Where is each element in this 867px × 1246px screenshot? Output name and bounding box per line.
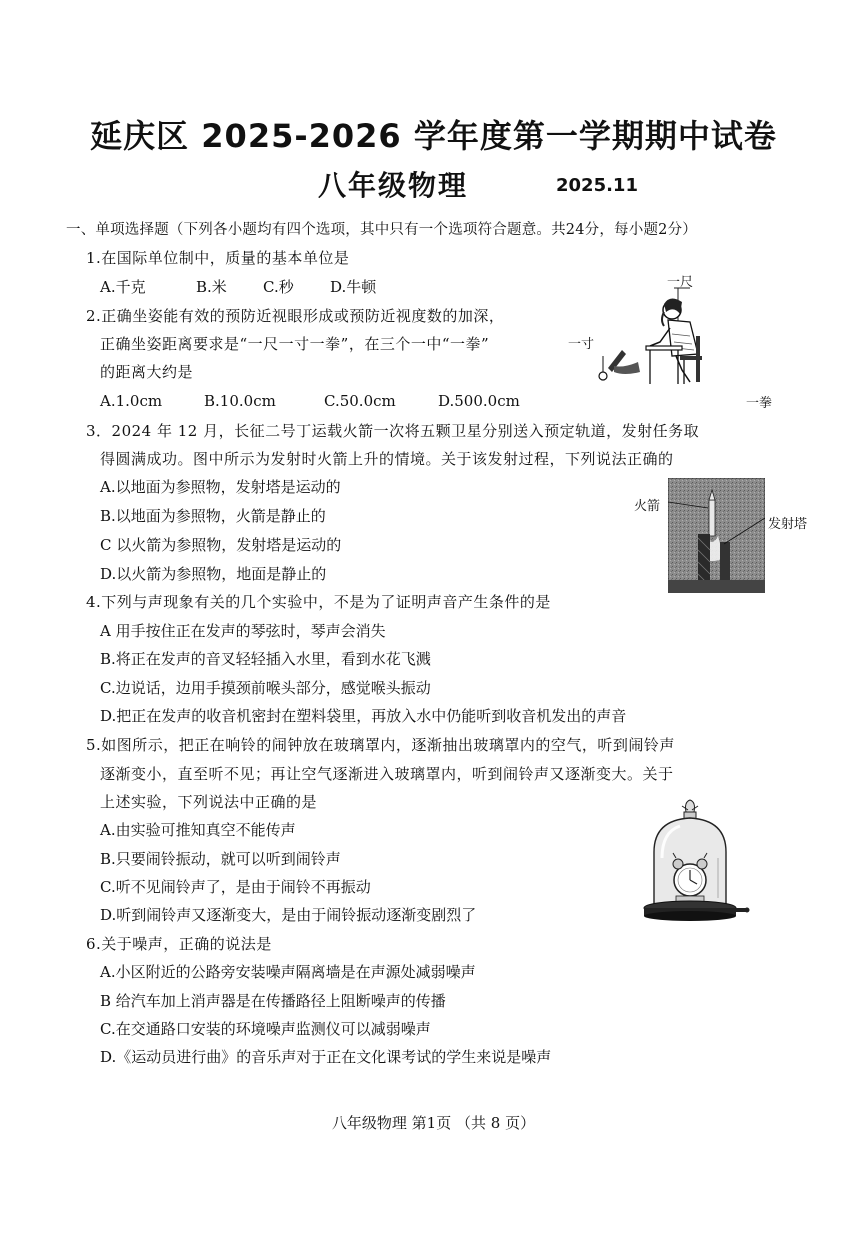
question-3-stem-line-1: 3．2024 年 12 月，长征二号丁运载火箭一次将五颗卫星分别送入预定轨道，发射任务取 xyxy=(86,422,700,440)
question-1-option-b: B.米 xyxy=(196,278,227,296)
posture-figure xyxy=(594,284,744,390)
question-2-stem-line-3: 的距离大约是 xyxy=(100,363,194,381)
question-5-stem-line-1: 5.如图所示，把正在响铃的闹钟放在玻璃罩内，逐渐抽出玻璃罩内的空气，听到闹铃声 xyxy=(86,736,675,754)
section-heading: 一、单项选择题（下列各小题均有四个选项，其中只有一个选项符合题意。共24分，每小题2分） xyxy=(66,222,697,238)
question-4-option-d: D.把正在发声的收音机密封在塑料袋里，再放入水中仍能听到收音机发出的声音 xyxy=(100,707,627,725)
question-3-stem-line-2: 得圆满成功。图中所示为发射时火箭上升的情境。关于该发射过程，下列说法正确的 xyxy=(100,450,674,468)
question-2-option-d: D.500.0cm xyxy=(438,392,520,410)
question-2-option-b: B.10.0cm xyxy=(204,392,276,410)
question-6-option-c: C.在交通路口安装的环境噪声监测仪可以减弱噪声 xyxy=(100,1020,431,1038)
question-5-option-c: C.听不见闹铃声了，是由于闹铃不再振动 xyxy=(100,878,371,896)
question-1-option-d: D.牛顿 xyxy=(330,278,377,296)
question-5-option-b: B.只要闹铃振动，就可以听到闹铃声 xyxy=(100,850,341,868)
question-5-option-d: D.听到闹铃声又逐渐变大，是由于闹铃振动逐渐变剧烈了 xyxy=(100,906,477,924)
question-5-stem-line-3: 上述实验，下列说法中正确的是 xyxy=(100,793,318,811)
label-rocket: 火箭 xyxy=(634,499,661,514)
question-1-stem: 1.在国际单位制中，质量的基本单位是 xyxy=(86,249,350,267)
question-4-option-a: A 用手按住正在发声的琴弦时，琴声会消失 xyxy=(100,622,386,640)
question-3-option-d: D.以火箭为参照物，地面是静止的 xyxy=(100,565,327,583)
label-one-cun: 一寸 xyxy=(568,337,595,352)
question-6-option-d: D.《运动员进行曲》的音乐声对于正在文化课考试的学生来说是噪声 xyxy=(100,1048,552,1066)
question-4-stem: 4.下列与声现象有关的几个实验中，不是为了证明声音产生条件的是 xyxy=(86,593,551,611)
page-footer: 八年级物理 第1页 （共 8 页） xyxy=(331,1114,536,1132)
exam-date: 2025.11 xyxy=(556,175,638,196)
question-6-stem: 6.关于噪声，正确的说法是 xyxy=(86,935,272,953)
question-1-option-a: A.千克 xyxy=(100,278,146,296)
exam-subtitle: 八年级物理 xyxy=(318,169,469,202)
bell-jar-figure xyxy=(640,798,750,926)
question-5-option-a: A.由实验可推知真空不能传声 xyxy=(100,821,296,839)
question-3-option-b: B.以地面为参照物，火箭是静止的 xyxy=(100,507,326,525)
question-6-option-a: A.小区附近的公路旁安装噪声隔离墙是在声源处减弱噪声 xyxy=(100,963,476,981)
question-1-option-c: C.秒 xyxy=(263,278,294,296)
question-4-option-b: B.将正在发声的音叉轻轻插入水里，看到水花飞溅 xyxy=(100,650,431,668)
question-3-option-c: C 以火箭为参照物，发射塔是运动的 xyxy=(100,536,342,554)
question-6-option-b: B 给汽车加上消声器是在传播路径上阻断噪声的传播 xyxy=(100,992,446,1010)
question-2-option-a: A.1.0cm xyxy=(100,392,163,410)
label-launch-tower: 发射塔 xyxy=(768,517,808,532)
question-2-stem-line-1: 2.正确坐姿能有效的预防近视眼形成或预防近视度数的加深， xyxy=(86,307,505,325)
question-4-option-c: C.边说话，边用手摸颈前喉头部分，感觉喉头振动 xyxy=(100,679,431,697)
question-2-option-c: C.50.0cm xyxy=(324,392,396,410)
exam-title: 延庆区 2025-2026 学年度第一学期期中试卷 xyxy=(90,117,777,155)
question-5-stem-line-2: 逐渐变小，直至听不见；再让空气逐渐进入玻璃罩内，听到闹铃声又逐渐变大。关于 xyxy=(100,765,674,783)
rocket-launch-photo xyxy=(668,478,765,593)
question-3-option-a: A.以地面为参照物，发射塔是运动的 xyxy=(100,478,341,496)
label-one-chi: 一尺 xyxy=(667,275,694,290)
question-2-stem-line-2: 正确坐姿距离要求是“一尺一寸一拳”，在三个一中“一拳” xyxy=(100,335,490,353)
label-one-quan: 一拳 xyxy=(746,396,773,411)
